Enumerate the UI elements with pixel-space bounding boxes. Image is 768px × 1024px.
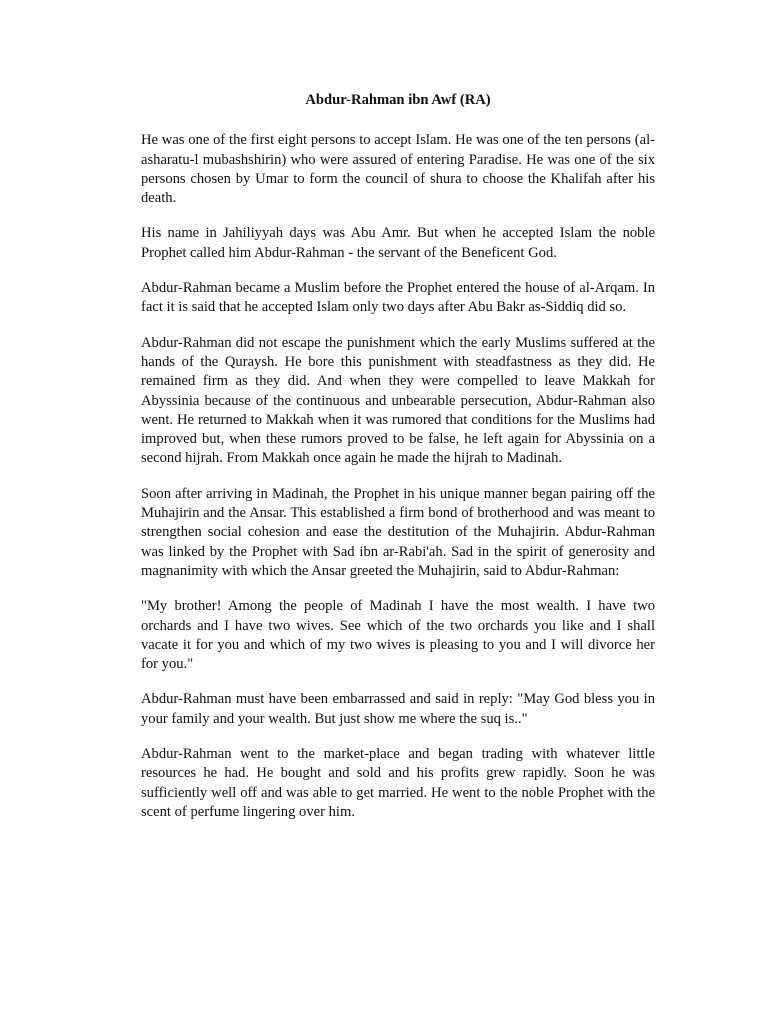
paragraph-6: "My brother! Among the people of Madinah I have the most wealth. I have two orchards and I have two wives. See which of the two orchards you like and I shall vacate it for you and which of my two wives is pleasing to you and I will divorce her for you." bbox=[141, 598, 655, 673]
paragraph-8: Abdur-Rahman went to the market-place and began trading with whatever little resources he had. He bought and sold and his profits grew rapidly. Soon he was sufficiently well off and was able to get married. He went to the noble Prophet with the scent of perfume lingering over him. bbox=[141, 746, 655, 820]
paragraph-3: Abdur-Rahman became a Muslim before the Prophet entered the house of al-Arqam. In fact it is said that he accepted Islam only two days after Abu Bakr as-Siddiq did so. bbox=[141, 280, 655, 316]
document-body bbox=[141, 91, 655, 838]
paragraph-4: Abdur-Rahman did not escape the punishment which the early Muslims suffered at the hands of the Quraysh. He bore this punishment with steadfastness as they did. He remained firm as they did. And when they were compelled to leave Makkah for Abyssinia because of the continuous and unbearable persecution, Abdur-Rahman also went. He returned to Makkah when it was rumored that conditions for the Muslims had improved but, when these rumors proved to be false, he left again for Abyssinia on a second hijrah. From Makkah once again he made the hijrah to Madinah. bbox=[141, 334, 655, 467]
paragraph-7: Abdur-Rahman must have been embarrassed and said in reply: "May God bless you in your family and your wealth. But just show me where the suq is.." bbox=[141, 691, 655, 727]
paragraph-1: He was one of the first eight persons to accept Islam. He was one of the ten persons (al-asharatu-l mubashshirin) who were assured of entering Paradise. He was one of the six persons chosen by Umar to form the council of shura to choose the Khalifah after his death. bbox=[141, 132, 655, 207]
paragraph-5: Soon after arriving in Madinah, the Prophet in his unique manner began pairing off the Muhajirin and the Ansar. This established a firm bond of brotherhood and was meant to strengthen social cohesion and ease the destitution of the Muhajirin. Abdur-Rahman was linked by the Prophet with Sad ibn ar-Rabi'ah. Sad in the spirit of generosity and magnanimity with which the Ansar greeted the Muhajirin, said to Abdur-Rahman: bbox=[141, 485, 655, 579]
document-title: Abdur-Rahman ibn Awf (RA) bbox=[305, 92, 491, 108]
paragraph-2: His name in Jahiliyyah days was Abu Amr. But when he accepted Islam the noble Prophet called him Abdur-Rahman - the servant of the Beneficent God. bbox=[141, 225, 655, 261]
